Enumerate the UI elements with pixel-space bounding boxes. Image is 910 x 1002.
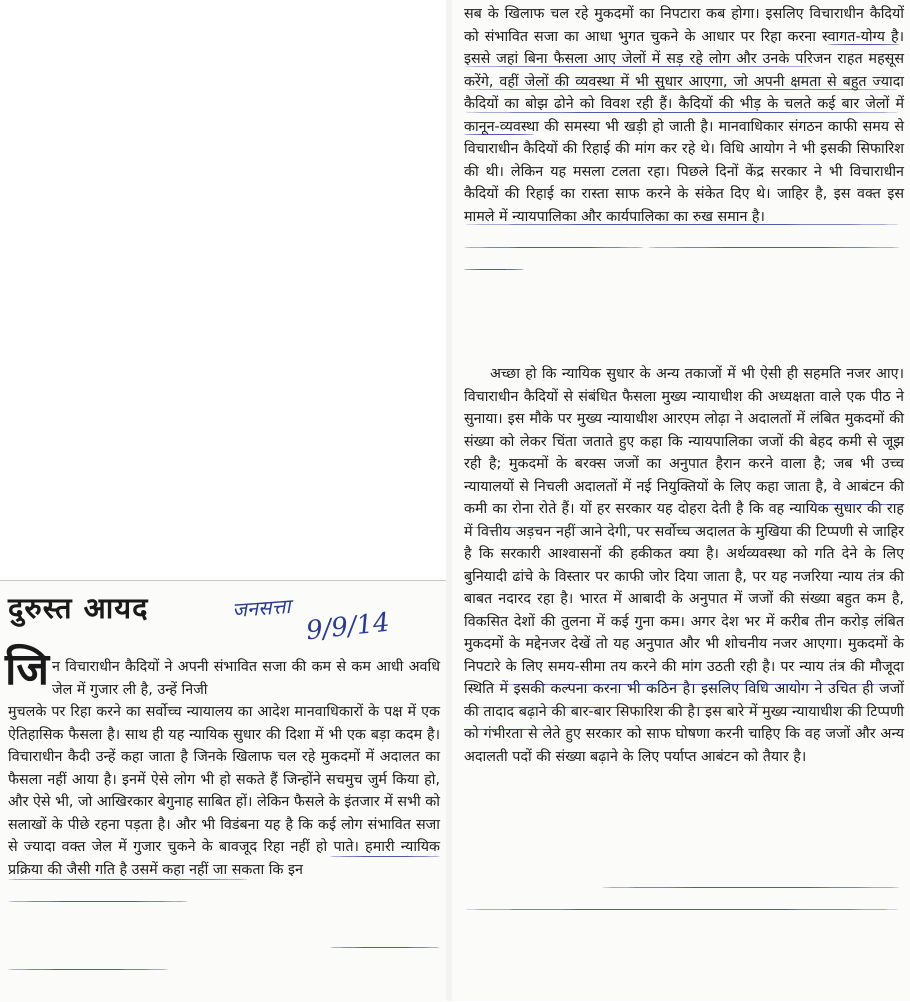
pen-underline xyxy=(602,887,900,888)
article-paragraph-opening: न विचाराधीन कैदियों ने अपनी संभावित सजा की कम से कम आधी अवधि जेल में गुजार ली है, उन्हें निजी xyxy=(52,659,440,698)
pen-underline xyxy=(464,66,814,67)
dropcap-letter: जि xyxy=(5,644,50,695)
pen-underline xyxy=(464,134,534,135)
article-paragraph: अच्छा हो कि न्यायिक सुधार के अन्य तकाजों में भी ऐसी ही सहमति नजर आए। विचाराधीन कैदियों से संबंधित फैसला मुख्य न्यायाधीश की अध्यक्षता वाले एक पीठ ने सुनाया। इस मौके पर मुख्य न्यायाधीश आरएम लोढ़ा ने अदालतों में लंबित मुकदमों की संख्या को लेकर चिंता जताते हुए कहा कि न्यायपालिका जजों की बेहद कमी से जूझ रही है; मुकदमों के बरक्स जजों का अनुपात हैरान करने वाला है; जब भी उच्च न्यायालयों से निचली अदालतों में नई नियुक्तियों के लिए कहा जाता है, वे आबंटन की कमी का रोना रोते हैं। यों हर सरकार यह दोहरा देती है कि वह न्यायिक सुधार की राह में वित्तीय अड़चन नहीं आने देगी, पर सर्वोच्च अदालत के मुखिया की टिप्पणी से जाहिर है कि सरकारी आश्वासनों की हकीकत क्या है। अर्थव्यवस्था को गति देने के लिए बुनियादी ढांचे के विस्तार पर काफी जोर दिया जाता है, पर यह नजरिया न्याय तंत्र की बाबत नदारद रहा है। भारत में आबादी के अनुपात में जजों की संख्या बहुत कम है, विकसित देशों की तुलना में कई गुना कम। अगर देश भर में करीब तीन करोड़ लंबित मुकदमों के मद्देनजर देखें तो यह अनुपात और भी शोचनीय नजर आएगा। मुकदमों के निपटारे के लिए समय-सीमा तय करने की मांग उठती रही है। पर न्याय तंत्र की मौजूदा स्थिति में इसकी कल्पना करना भी कठिन है। इसलिए विधि आयोग ने उचित ही जजों की तादाद बढ़ाने की बार-बार सिफारिश की है। इस बारे में मुख्य न्यायाधीश की टिप्पणी को गंभीरता से लेते हुए सरकार को साफ घोषणा करनी चाहिए कि वह जजों और अन्य अदालती पदों की संख्या बढ़ाने के लिए पर्याप्त आबंटन को तैयार है। xyxy=(464,366,904,765)
pen-underline xyxy=(464,112,900,113)
pen-underline xyxy=(8,969,168,970)
pen-underline xyxy=(330,947,440,948)
pen-underline xyxy=(464,89,900,90)
article-right-column xyxy=(452,0,910,1001)
pen-underline xyxy=(464,707,900,708)
article-paragraph: सब के खिलाफ चल रहे मुकदमों का निपटारा कब होगा। इसलिए विचाराधीन कैदियों को संभावित सजा का आधा भुगत चुकने के आधार पर रिहा करना स्वागत-योग्य है। इससे जहां बिना फैसला आए जेलों में सड़ रहे लोग और उनके परिजन राहत महसूस करेंगे, वहीं जेलों की व्यवस्था में भी सुधार आएगा, जो अपनी क्षमता से बहुत ज्यादा कैदियों का बोझ ढोने को विवश रही हैं। कैदियों की भीड़ के चलते कई बार जेलों में कानून-व्यवस्था की समस्या भी खड़ी हो जाती है। मानवाधिकार संगठन काफी समय से विचाराधीन कैदियों की रिहाई की मांग कर रहे थे। विधि आयोग ने भी इसकी सिफारिश की थी। लेकिन यह मसला टलता रहा। पिछले दिनों केंद्र सरकार ने भी विचाराधीन कैदियों की रिहाई का रास्ता साफ करने के संकेत दिए थे। जाहिर है, इस वक्त इस मामले में न्यायपालिका और कार्यपालिका का रुख समान है। xyxy=(464,6,904,225)
pen-underline xyxy=(464,729,552,730)
pen-underline xyxy=(464,527,794,528)
pen-underline xyxy=(8,901,188,902)
pen-underline xyxy=(8,879,248,880)
pen-underline xyxy=(464,224,900,225)
pen-underline xyxy=(492,684,900,685)
pen-underline xyxy=(330,856,440,857)
pen-underline xyxy=(464,269,524,270)
handwritten-source-note: जनसत्ता xyxy=(231,593,292,623)
pen-underline xyxy=(464,909,900,910)
article-paragraph: मुचलके पर रिहा करने का सर्वोच्च न्यायालय का आदेश मानवाधिकारों के पक्ष में एक ऐतिहासिक फैसला है। साथ ही यह न्यायिक सुधार की दिशा में भी एक बड़ा कदम है। विचाराधीन कैदी उन्हें कहा जाता है जिनके खिलाफ चल रहे मुकदमों में अदालत का फैसला नहीं आया है। इनमें ऐसे लोग भी हो सकते हैं जिन्होंने सचमुच जुर्म किया हो, और ऐसे भी, जो आखिरकार बेगुनाह साबित हों। लेकिन फैसले के इंतजार में सभी को सलाखों के पीछे रहना पड़ता है। और भी विडंबना यह है कि कई लोग संभावित सजा से ज्यादा वक्त जेल में गुजार चुकने के बावजूद रिहा नहीं हो पाते। हमारी न्यायिक प्रक्रिया की जैसी गति है उसमें कहा नहीं जा सकता कि इन xyxy=(8,704,440,878)
pen-underline xyxy=(464,247,644,248)
handwritten-date-note: 9/9/14 xyxy=(304,607,392,647)
pen-underline xyxy=(828,44,900,45)
article-headline: दुरुस्त आयद xyxy=(8,591,149,625)
pen-underline xyxy=(648,247,900,248)
pen-underline xyxy=(808,504,900,505)
